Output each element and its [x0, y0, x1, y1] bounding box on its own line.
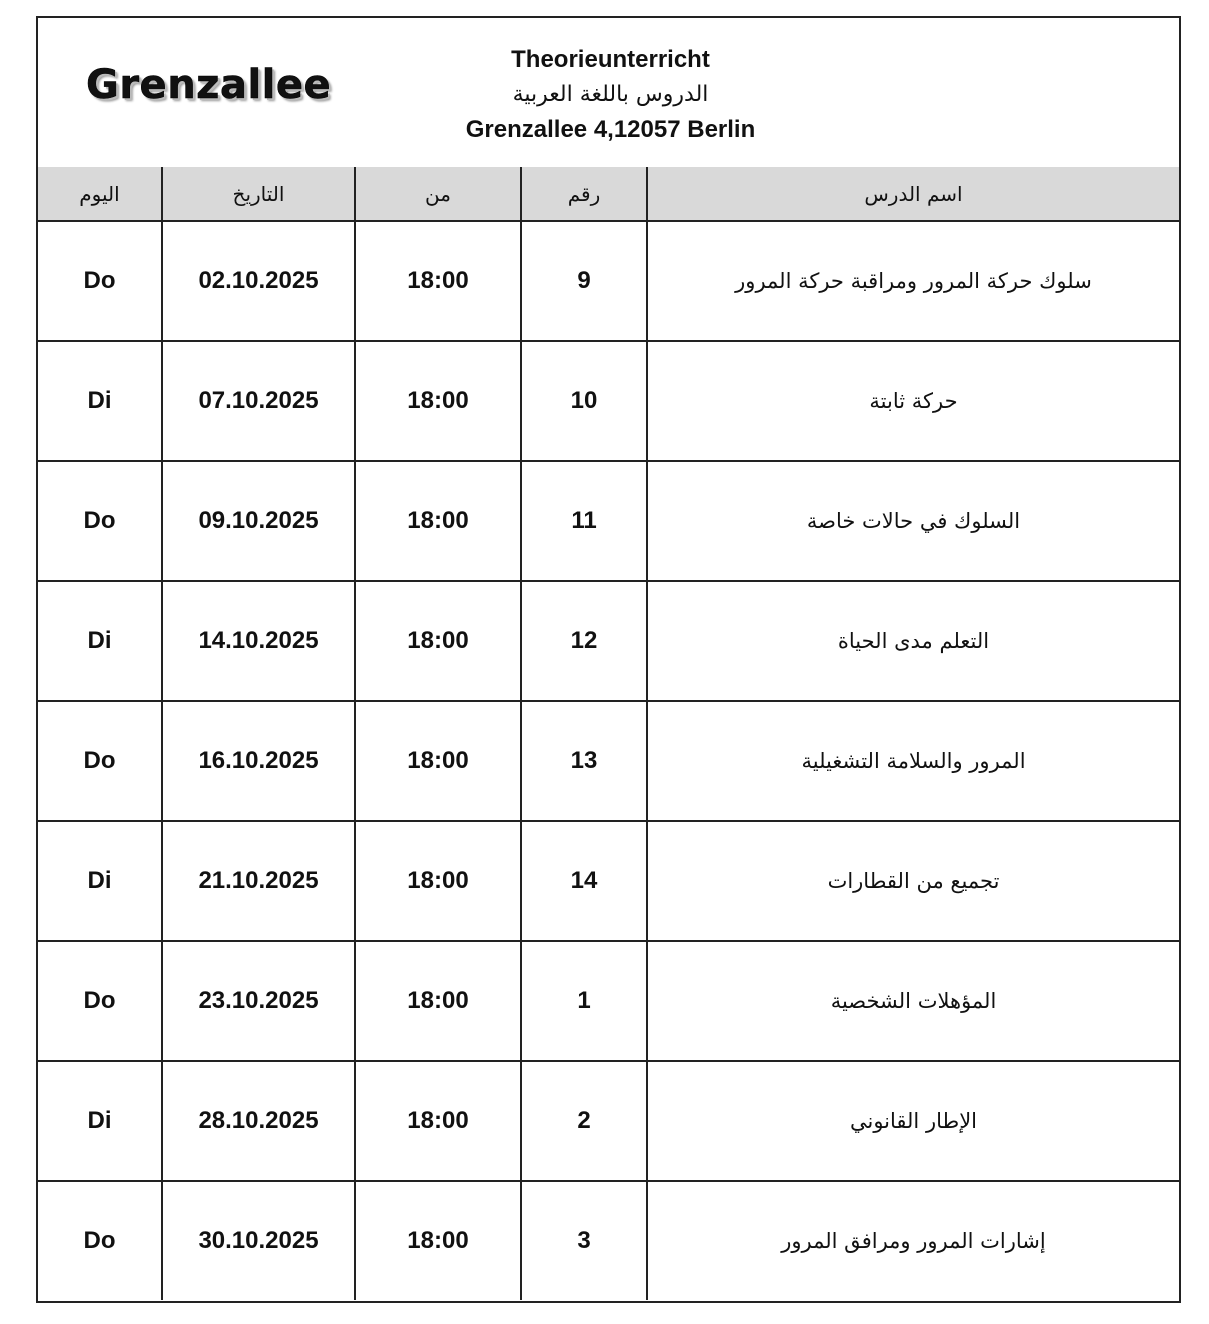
cell-number: 9	[521, 221, 647, 341]
title-block	[418, 43, 803, 147]
schedule-sheet	[36, 16, 1181, 1303]
cell-day: Do	[38, 941, 162, 1061]
cell-from: 18:00	[355, 341, 521, 461]
cell-from: 18:00	[355, 701, 521, 821]
column-header-number: رقم	[521, 167, 647, 221]
cell-lesson: إشارات المرور ومرافق المرور	[647, 1181, 1179, 1300]
cell-date: 28.10.2025	[162, 1061, 355, 1181]
cell-number: 11	[521, 461, 647, 581]
cell-lesson: المؤهلات الشخصية	[647, 941, 1179, 1061]
table-row	[38, 941, 1179, 1061]
table-row	[38, 581, 1179, 701]
cell-day: Di	[38, 821, 162, 941]
cell-day: Do	[38, 221, 162, 341]
cell-date: 30.10.2025	[162, 1181, 355, 1300]
cell-number: 13	[521, 701, 647, 821]
table-row	[38, 221, 1179, 341]
table-header-row	[38, 167, 1179, 221]
cell-from: 18:00	[355, 941, 521, 1061]
schedule-table	[38, 167, 1179, 1300]
cell-number: 3	[521, 1181, 647, 1300]
cell-number: 2	[521, 1061, 647, 1181]
cell-date: 07.10.2025	[162, 341, 355, 461]
table-row	[38, 461, 1179, 581]
cell-from: 18:00	[355, 221, 521, 341]
cell-day: Do	[38, 461, 162, 581]
cell-date: 23.10.2025	[162, 941, 355, 1061]
cell-number: 10	[521, 341, 647, 461]
column-header-day: اليوم	[38, 167, 162, 221]
cell-from: 18:00	[355, 581, 521, 701]
cell-from: 18:00	[355, 461, 521, 581]
column-header-lesson: اسم الدرس	[647, 167, 1179, 221]
address: Grenzallee 4,12057 Berlin	[465, 116, 756, 143]
cell-number: 14	[521, 821, 647, 941]
cell-from: 18:00	[355, 821, 521, 941]
cell-date: 21.10.2025	[162, 821, 355, 941]
column-header-from: من	[355, 167, 521, 221]
cell-lesson: سلوك حركة المرور ومراقبة حركة المرور	[647, 221, 1179, 341]
logo: Grenzallee	[86, 62, 332, 108]
page-title: Theorieunterricht	[511, 46, 710, 73]
cell-lesson: تجميع من القطارات	[647, 821, 1179, 941]
cell-date: 14.10.2025	[162, 581, 355, 701]
table-row	[38, 821, 1179, 941]
cell-day: Di	[38, 581, 162, 701]
table-row	[38, 1061, 1179, 1181]
page-subtitle: الدروس باللغة العربية	[512, 82, 709, 107]
cell-lesson: حركة ثابتة	[647, 341, 1179, 461]
cell-from: 18:00	[355, 1181, 521, 1300]
cell-lesson: السلوك في حالات خاصة	[647, 461, 1179, 581]
cell-number: 12	[521, 581, 647, 701]
cell-number: 1	[521, 941, 647, 1061]
table-row	[38, 701, 1179, 821]
cell-date: 09.10.2025	[162, 461, 355, 581]
cell-from: 18:00	[355, 1061, 521, 1181]
cell-date: 16.10.2025	[162, 701, 355, 821]
cell-lesson: المرور والسلامة التشغيلية	[647, 701, 1179, 821]
column-header-date: التاريخ	[162, 167, 355, 221]
header-block	[38, 18, 1179, 169]
cell-day: Do	[38, 701, 162, 821]
cell-day: Do	[38, 1181, 162, 1300]
cell-day: Di	[38, 341, 162, 461]
table-row	[38, 341, 1179, 461]
cell-day: Di	[38, 1061, 162, 1181]
cell-lesson: الإطار القانوني	[647, 1061, 1179, 1181]
cell-date: 02.10.2025	[162, 221, 355, 341]
cell-lesson: التعلم مدى الحياة	[647, 581, 1179, 701]
table-row	[38, 1181, 1179, 1300]
